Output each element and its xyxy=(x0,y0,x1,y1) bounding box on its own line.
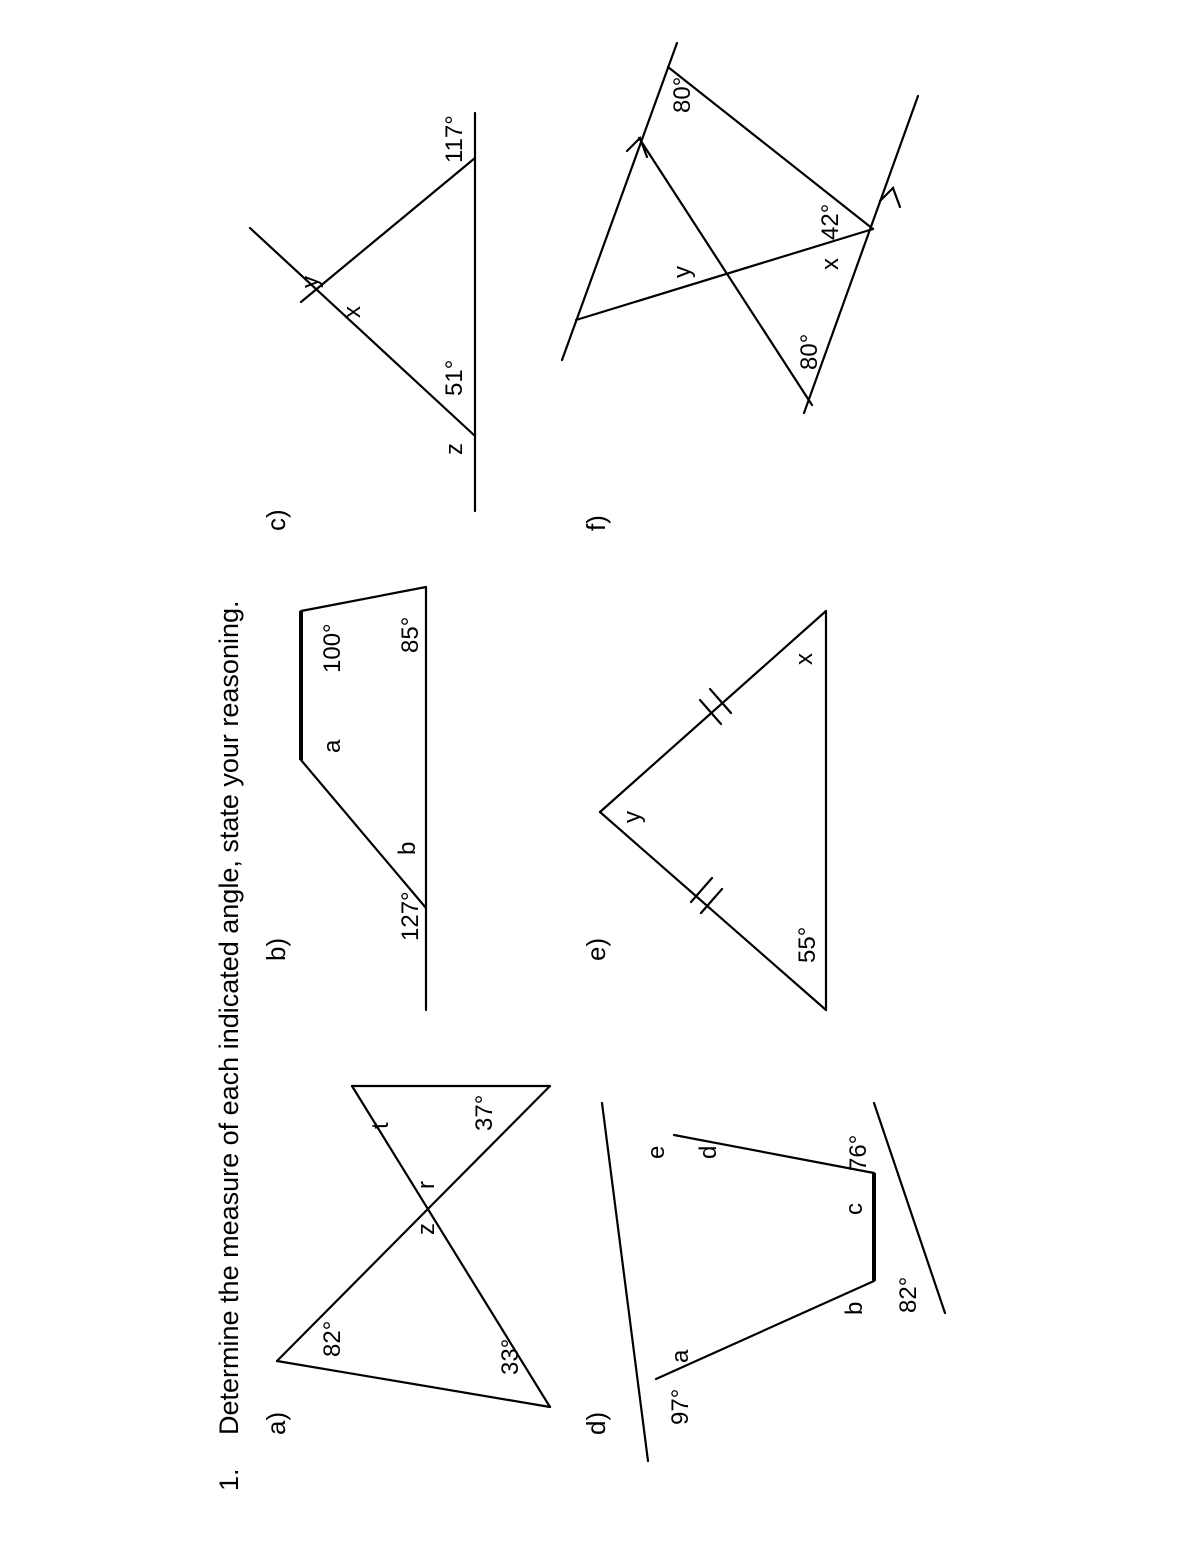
angle-label-b-b: b xyxy=(394,841,421,855)
diagram-e-tick-left-2 xyxy=(691,878,712,902)
angle-label-e-y: y xyxy=(619,811,646,823)
angle-label-d-b: b xyxy=(841,1301,868,1315)
diagram-e-left-side xyxy=(600,812,826,1010)
angle-label-a-r: r xyxy=(413,1181,440,1189)
diagram-f-parallel-1 xyxy=(562,43,677,360)
angle-label-a-37: 37° xyxy=(471,1094,498,1131)
diagram-e-tick-right-2 xyxy=(710,689,731,713)
angle-label-b-85: 85° xyxy=(397,616,424,653)
diagram-f xyxy=(562,43,918,413)
diagram-b xyxy=(301,587,426,1010)
angle-label-d-a: a xyxy=(667,1349,694,1363)
diagram-b-right-side xyxy=(301,587,426,611)
diagram-f-transversal-2 xyxy=(639,138,812,405)
angle-label-c-51: 51° xyxy=(441,359,468,396)
part-b-label: b) xyxy=(261,937,291,961)
angle-label-d-97: 97° xyxy=(667,1388,694,1425)
angle-label-f-x: x xyxy=(817,258,844,270)
angle-label-d-e: e xyxy=(643,1145,670,1159)
angle-label-f-y: y xyxy=(669,266,696,278)
angle-label-c-x: x xyxy=(339,306,366,318)
part-d-label: d) xyxy=(581,1411,611,1435)
angle-label-d-d: d xyxy=(695,1145,722,1159)
angle-label-f-42: 42° xyxy=(817,203,844,240)
angle-label-c-z: z xyxy=(441,443,468,455)
diagram-c-long-side xyxy=(250,228,475,436)
angle-label-c-117: 117° xyxy=(441,115,468,163)
angle-label-a-33: 33° xyxy=(497,1338,524,1375)
diagram-c xyxy=(250,113,475,511)
part-c-label: c) xyxy=(261,509,291,531)
angle-label-c-y: y xyxy=(297,276,324,288)
part-a-label: a) xyxy=(261,1411,291,1435)
diagram-e xyxy=(600,611,826,1010)
question-number: 1. xyxy=(214,1468,244,1491)
angle-label-d-c: c xyxy=(841,1203,868,1215)
angle-label-a-82: 82° xyxy=(319,1320,346,1357)
angle-label-b-100: 100° xyxy=(319,623,346,673)
angle-label-b-127: 127° xyxy=(397,891,424,941)
diagram-d-top-side xyxy=(602,1103,648,1461)
angle-label-d-76: 76° xyxy=(845,1134,872,1171)
angle-label-a-t: t xyxy=(367,1122,394,1129)
diagram-c-short-side xyxy=(301,158,475,302)
angle-label-f-80-low: 80° xyxy=(796,333,823,370)
diagram-a xyxy=(277,1086,550,1407)
angle-label-f-80-top: 80° xyxy=(669,76,696,113)
part-e-label: e) xyxy=(581,937,611,961)
angle-label-b-a: a xyxy=(319,739,346,753)
part-f-label: f) xyxy=(581,515,611,531)
diagram-d xyxy=(602,1103,945,1461)
angle-label-d-82: 82° xyxy=(895,1276,922,1313)
diagram-e-right-side xyxy=(600,611,826,812)
angle-label-e-55: 55° xyxy=(794,926,821,963)
diagram-d-left-side xyxy=(656,1281,874,1379)
angle-label-a-z: z xyxy=(413,1223,440,1235)
angle-label-e-x: x xyxy=(791,653,818,665)
question-instruction: Determine the measure of each indicated angle, state your reasoning. xyxy=(214,600,244,1435)
diagram-f-transversal-1 xyxy=(576,229,873,320)
diagram-b-slanted-side xyxy=(301,760,426,908)
